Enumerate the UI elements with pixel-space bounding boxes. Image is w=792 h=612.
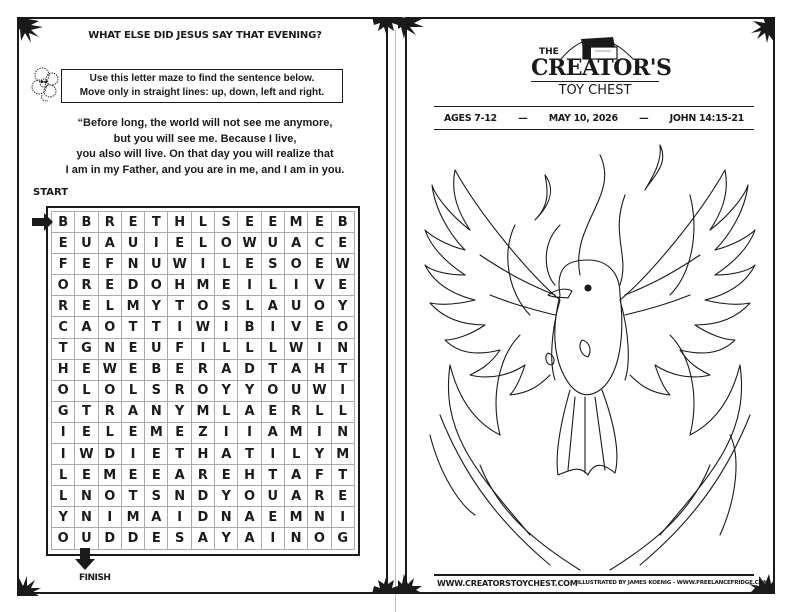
maze-cell: U <box>285 381 308 402</box>
maze-cell: M <box>122 296 145 317</box>
maze-cell: U <box>145 339 168 360</box>
maze-cell: A <box>285 486 308 507</box>
maze-cell: A <box>285 360 308 381</box>
maze-cell: I <box>192 339 215 360</box>
maze-cell: L <box>52 465 75 486</box>
maze-cell: U <box>75 233 98 254</box>
maze-cell: L <box>122 381 145 402</box>
verse-text <box>22 116 388 178</box>
maze-cell: A <box>215 360 238 381</box>
puzzle-title: WHAT ELSE DID JESUS SAY THAT EVENING? <box>88 30 322 41</box>
maze-cell: O <box>192 296 215 317</box>
maze-cell: O <box>332 317 355 338</box>
maze-cell: A <box>285 465 308 486</box>
maze-cell: W <box>332 254 355 275</box>
maze-cell: U <box>122 233 145 254</box>
maze-cell: E <box>75 360 98 381</box>
maze-cell: W <box>308 381 331 402</box>
maze-cell: T <box>238 444 261 465</box>
maze-cell: E <box>308 212 331 233</box>
maze-cell: W <box>285 339 308 360</box>
leaf-corner-icon <box>747 17 777 47</box>
maze-cell: L <box>215 254 238 275</box>
maze-cell: E <box>99 275 122 296</box>
maze-cell: L <box>99 296 122 317</box>
maze-cell: B <box>52 212 75 233</box>
maze-cell: Y <box>215 528 238 549</box>
maze-cell: B <box>145 360 168 381</box>
maze-cell: T <box>168 296 191 317</box>
maze-cell: N <box>215 507 238 528</box>
maze-cell: E <box>332 486 355 507</box>
maze-cell: A <box>215 444 238 465</box>
maze-cell: D <box>192 486 215 507</box>
instruction-line: Move only in straight lines: up, down, left and right. <box>79 87 325 98</box>
maze-cell: B <box>332 212 355 233</box>
lesson-date: MAY 10, 2026 <box>548 112 618 124</box>
verse-line: “Before long, the world will not see me anymore, <box>77 117 333 129</box>
maze-cell: Y <box>168 402 191 423</box>
maze-cell: L <box>192 212 215 233</box>
maze-cell: R <box>99 212 122 233</box>
maze-cell: E <box>238 254 261 275</box>
mascot-flower-icon <box>30 65 64 103</box>
maze-cell: E <box>145 465 168 486</box>
dove-flames-illustration <box>420 135 770 575</box>
leaf-corner-icon <box>398 17 428 47</box>
maze-cell: I <box>238 423 261 444</box>
maze-cell: L <box>332 402 355 423</box>
maze-cell: R <box>168 381 191 402</box>
maze-cell: N <box>122 254 145 275</box>
maze-cell: L <box>285 444 308 465</box>
footer-divider <box>434 574 754 576</box>
maze-cell: T <box>122 486 145 507</box>
maze-cell: U <box>262 233 285 254</box>
maze-cell: T <box>262 360 285 381</box>
maze-cell: E <box>308 254 331 275</box>
verse-line: but you will see me. Because I live, <box>113 132 297 145</box>
maze-cell: U <box>75 528 98 549</box>
maze-cell: S <box>145 486 168 507</box>
maze-cell: V <box>308 275 331 296</box>
maze-cell: L <box>99 423 122 444</box>
maze-cell: E <box>215 275 238 296</box>
maze-cell: E <box>122 212 145 233</box>
maze-cell: H <box>168 275 191 296</box>
maze-cell: L <box>75 381 98 402</box>
age-range: AGES 7-12 <box>444 112 497 124</box>
maze-cell: E <box>262 402 285 423</box>
leaf-corner-icon <box>17 566 47 596</box>
maze-cell: L <box>238 339 261 360</box>
instruction-line: Use this letter maze to find the sentence below. <box>89 73 315 84</box>
maze-cell: H <box>238 465 261 486</box>
maze-cell: E <box>332 233 355 254</box>
maze-cell: G <box>75 339 98 360</box>
creators-toy-chest-logo <box>525 25 672 105</box>
maze-cell: L <box>262 275 285 296</box>
maze-cell: S <box>262 254 285 275</box>
separator: — <box>518 112 528 124</box>
maze-cell: L <box>262 339 285 360</box>
maze-cell: R <box>308 486 331 507</box>
maze-cell: O <box>308 528 331 549</box>
maze-cell: E <box>168 233 191 254</box>
maze-cell: A <box>99 233 122 254</box>
maze-cell: I <box>215 423 238 444</box>
maze-cell: A <box>238 402 261 423</box>
maze-cell: O <box>262 381 285 402</box>
maze-cell: D <box>122 528 145 549</box>
maze-cell: V <box>285 317 308 338</box>
maze-cell: H <box>168 212 191 233</box>
maze-cell: S <box>215 296 238 317</box>
maze-cell: I <box>262 444 285 465</box>
maze-cell: H <box>192 444 215 465</box>
maze-cell: M <box>285 507 308 528</box>
maze-cell: E <box>75 423 98 444</box>
maze-cell: I <box>168 317 191 338</box>
maze-cell: N <box>285 528 308 549</box>
scripture-reference: JOHN 14:15-21 <box>669 112 744 124</box>
maze-cell: M <box>285 423 308 444</box>
maze-cell: D <box>99 444 122 465</box>
maze-cell: O <box>192 381 215 402</box>
maze-cell: N <box>75 507 98 528</box>
maze-cell: E <box>332 275 355 296</box>
maze-cell: O <box>99 317 122 338</box>
maze-cell: S <box>168 528 191 549</box>
maze-cell: A <box>168 465 191 486</box>
maze-cell: I <box>238 275 261 296</box>
maze-cell: D <box>122 275 145 296</box>
maze-cell: O <box>52 528 75 549</box>
maze-cell: B <box>75 212 98 233</box>
maze-cell: E <box>122 423 145 444</box>
maze-cell: R <box>52 296 75 317</box>
maze-cell: O <box>308 296 331 317</box>
maze-cell: T <box>332 465 355 486</box>
maze-cell: O <box>285 254 308 275</box>
verse-line: you also will live. On that day you will realize that <box>76 148 334 160</box>
maze-cell: R <box>75 275 98 296</box>
maze-cell: T <box>145 317 168 338</box>
maze-cell: E <box>238 212 261 233</box>
maze-cell: D <box>192 507 215 528</box>
info-bar <box>434 106 754 130</box>
maze-cell: Y <box>145 296 168 317</box>
maze-cell: F <box>52 254 75 275</box>
maze-cell: O <box>52 381 75 402</box>
start-label: START <box>33 187 69 198</box>
maze-cell: I <box>262 317 285 338</box>
maze-cell: T <box>168 444 191 465</box>
maze-cell: W <box>238 233 261 254</box>
maze-cell: E <box>75 465 98 486</box>
maze-cell: A <box>262 296 285 317</box>
maze-cell: I <box>308 423 331 444</box>
maze-cell: Y <box>332 296 355 317</box>
maze-cell: T <box>145 212 168 233</box>
maze-cell: H <box>308 360 331 381</box>
maze-cell: E <box>122 360 145 381</box>
maze-cell: M <box>145 423 168 444</box>
maze-cell: A <box>238 528 261 549</box>
maze-cell: B <box>238 317 261 338</box>
maze-cell: E <box>122 465 145 486</box>
maze-cell: E <box>75 296 98 317</box>
maze-cell: L <box>308 402 331 423</box>
maze-cell: I <box>99 507 122 528</box>
maze-cell: O <box>52 275 75 296</box>
maze-cell: I <box>145 233 168 254</box>
maze-cell: W <box>168 254 191 275</box>
logo-title: CREATOR'S <box>531 55 672 81</box>
maze-cell: T <box>52 339 75 360</box>
finish-label: FINISH <box>79 573 111 583</box>
maze-cell: W <box>192 317 215 338</box>
maze-cell: O <box>238 486 261 507</box>
maze-cell: D <box>99 528 122 549</box>
maze-cell: E <box>168 360 191 381</box>
maze-cell: N <box>308 507 331 528</box>
maze-cell: U <box>145 254 168 275</box>
maze-cell: E <box>262 212 285 233</box>
maze-cell: G <box>52 402 75 423</box>
maze-cell: U <box>285 296 308 317</box>
maze-cell: Y <box>215 381 238 402</box>
maze-cell: Z <box>192 423 215 444</box>
maze-cell: A <box>262 423 285 444</box>
maze-cell: M <box>332 444 355 465</box>
maze-cell: R <box>285 402 308 423</box>
maze-cell: A <box>285 233 308 254</box>
maze-cell: A <box>192 528 215 549</box>
maze-cell: E <box>215 465 238 486</box>
maze-cell: A <box>238 507 261 528</box>
maze-cell: C <box>308 233 331 254</box>
maze-cell: U <box>262 486 285 507</box>
maze-cell: N <box>75 486 98 507</box>
maze-cell: E <box>75 254 98 275</box>
page-fold-divider <box>395 30 396 612</box>
finish-arrow-icon <box>75 548 95 570</box>
maze-cell: A <box>145 507 168 528</box>
logo-subtitle: TOY CHEST <box>558 83 632 98</box>
maze-cell: S <box>145 381 168 402</box>
maze-cell: I <box>262 528 285 549</box>
maze-cell: O <box>99 381 122 402</box>
maze-cell: I <box>285 275 308 296</box>
maze-cell: I <box>52 423 75 444</box>
maze-cell: I <box>332 507 355 528</box>
instruction-box <box>61 69 343 103</box>
maze-cell: R <box>192 465 215 486</box>
maze-cell: T <box>262 465 285 486</box>
maze-cell: L <box>215 339 238 360</box>
maze-cell: E <box>145 528 168 549</box>
maze-cell: M <box>285 212 308 233</box>
maze-cell: F <box>308 465 331 486</box>
maze-cell: H <box>52 360 75 381</box>
illustrator-credit: ILLUSTRATED BY JAMES KOENIG - WWW.FREELANCEFRIDGE.COM <box>577 580 769 586</box>
logo-underline <box>531 81 659 82</box>
maze-cell: L <box>215 402 238 423</box>
logo-the: THE <box>539 47 559 57</box>
start-arrow-icon <box>32 213 54 231</box>
website-url[interactable]: WWW.CREATORSTOYCHEST.COM <box>437 579 578 588</box>
letter-maze-grid <box>51 211 355 550</box>
maze-cell: T <box>75 402 98 423</box>
maze-cell: O <box>145 275 168 296</box>
maze-cell: I <box>215 317 238 338</box>
maze-cell: O <box>215 233 238 254</box>
maze-cell: N <box>332 339 355 360</box>
maze-cell: F <box>99 254 122 275</box>
maze-cell: R <box>99 402 122 423</box>
maze-cell: E <box>145 444 168 465</box>
maze-cell: R <box>192 360 215 381</box>
maze-cell: Y <box>52 507 75 528</box>
maze-cell: E <box>122 339 145 360</box>
maze-cell: T <box>122 317 145 338</box>
maze-cell: N <box>332 423 355 444</box>
maze-cell: W <box>99 360 122 381</box>
maze-cell: F <box>168 339 191 360</box>
maze-cell: Y <box>238 381 261 402</box>
maze-cell: N <box>99 339 122 360</box>
maze-cell: C <box>52 317 75 338</box>
maze-cell: S <box>215 212 238 233</box>
maze-cell: I <box>332 381 355 402</box>
maze-cell: I <box>168 507 191 528</box>
maze-cell: E <box>168 423 191 444</box>
maze-cell: N <box>145 402 168 423</box>
maze-cell: M <box>122 507 145 528</box>
maze-cell: L <box>52 486 75 507</box>
maze-cell: L <box>192 233 215 254</box>
maze-cell: W <box>75 444 98 465</box>
maze-cell: I <box>122 444 145 465</box>
maze-cell: A <box>122 402 145 423</box>
maze-cell: O <box>99 486 122 507</box>
verse-line: I am in my Father, and you are in me, and I am in you. <box>65 163 345 176</box>
maze-cell: M <box>192 402 215 423</box>
maze-cell: I <box>192 254 215 275</box>
maze-cell: Y <box>215 486 238 507</box>
maze-cell: M <box>99 465 122 486</box>
maze-cell: A <box>75 317 98 338</box>
maze-cell: I <box>308 339 331 360</box>
maze-cell: D <box>238 360 261 381</box>
maze-cell: G <box>332 528 355 549</box>
maze-cell: E <box>262 507 285 528</box>
maze-cell: T <box>332 360 355 381</box>
separator: — <box>639 112 649 124</box>
maze-cell: E <box>308 317 331 338</box>
maze-cell: I <box>52 444 75 465</box>
maze-cell: Y <box>308 444 331 465</box>
maze-cell: E <box>52 233 75 254</box>
maze-cell: M <box>192 275 215 296</box>
maze-cell: L <box>238 296 261 317</box>
maze-cell: N <box>168 486 191 507</box>
